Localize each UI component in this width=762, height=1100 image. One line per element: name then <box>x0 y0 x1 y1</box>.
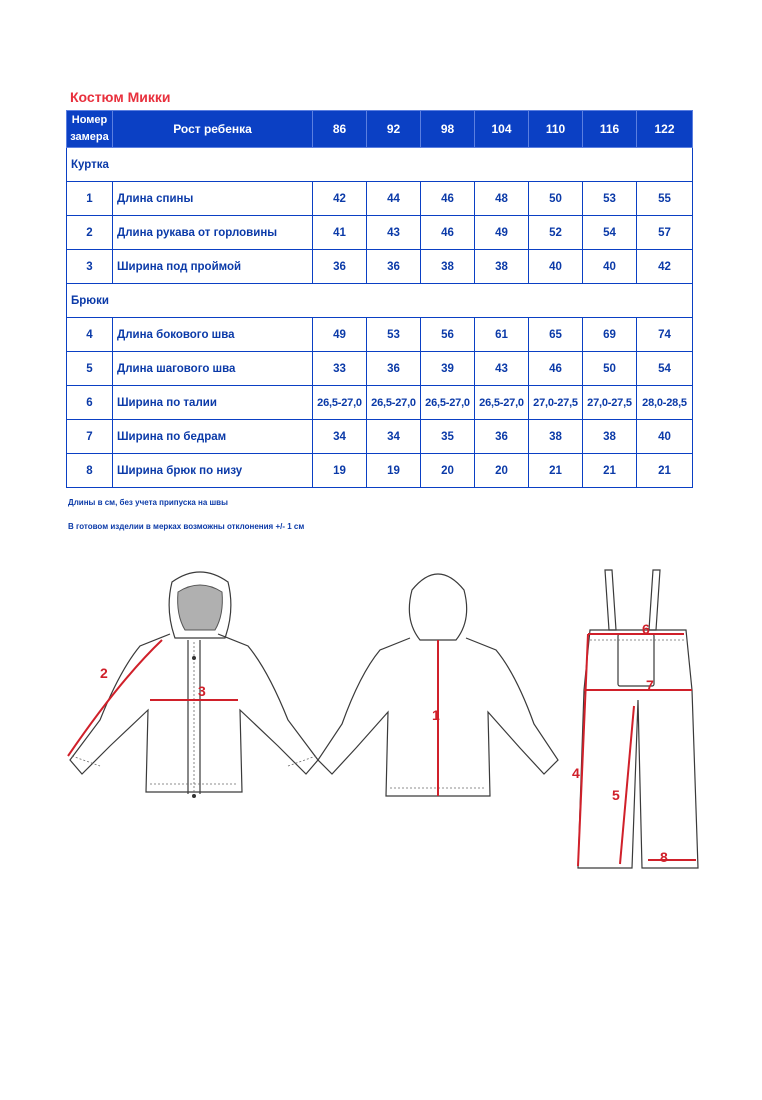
measure-value: 26,5-27,0 <box>475 386 529 420</box>
measure-value: 50 <box>583 352 637 386</box>
measure-value: 40 <box>529 250 583 284</box>
table-row <box>67 216 693 250</box>
measure-value: 46 <box>529 352 583 386</box>
measure-value: 27,0-27,5 <box>583 386 637 420</box>
section-row <box>67 148 693 182</box>
measure-value: 48 <box>475 182 529 216</box>
measure-number: 5 <box>67 352 113 386</box>
section-title: Брюки <box>67 284 693 318</box>
table-header-row <box>67 111 693 148</box>
measure-label: Длина спины <box>113 182 313 216</box>
measure-line-4 <box>578 634 588 866</box>
measure-label: Ширина брюк по низу <box>113 454 313 488</box>
table-row <box>67 250 693 284</box>
measure-value: 36 <box>313 250 367 284</box>
measure-value: 46 <box>421 216 475 250</box>
measure-value: 36 <box>475 420 529 454</box>
measure-value: 40 <box>637 420 693 454</box>
measure-label: Длина бокового шва <box>113 318 313 352</box>
size-chart-table <box>66 110 693 488</box>
measure-value: 36 <box>367 352 421 386</box>
measure-label: Длина рукава от горловины <box>113 216 313 250</box>
measure-value: 57 <box>637 216 693 250</box>
measure-value: 65 <box>529 318 583 352</box>
measure-value: 52 <box>529 216 583 250</box>
measure-number: 1 <box>67 182 113 216</box>
measure-label-3: 3 <box>198 683 206 699</box>
measure-value: 27,0-27,5 <box>529 386 583 420</box>
measure-value: 74 <box>637 318 693 352</box>
header-num-line2: замера <box>70 131 109 143</box>
measure-label: Ширина по талии <box>113 386 313 420</box>
measure-line-5 <box>620 706 634 864</box>
measure-value: 21 <box>583 454 637 488</box>
header-measure-number <box>67 111 113 148</box>
table-row <box>67 454 693 488</box>
measure-value: 61 <box>475 318 529 352</box>
measure-value: 39 <box>421 352 475 386</box>
header-size: 98 <box>421 111 475 148</box>
header-height-label: Рост ребенка <box>113 111 313 148</box>
table-body <box>67 148 693 488</box>
measure-value: 44 <box>367 182 421 216</box>
table-row <box>67 352 693 386</box>
measure-number: 7 <box>67 420 113 454</box>
measure-value: 69 <box>583 318 637 352</box>
measure-value: 41 <box>313 216 367 250</box>
measure-value: 40 <box>583 250 637 284</box>
measure-value: 20 <box>421 454 475 488</box>
page-title: Костюм Микки <box>70 89 171 105</box>
measure-label: Ширина по бедрам <box>113 420 313 454</box>
table-row <box>67 318 693 352</box>
table-row <box>67 182 693 216</box>
measure-value: 21 <box>529 454 583 488</box>
measure-number: 2 <box>67 216 113 250</box>
measure-value: 42 <box>313 182 367 216</box>
measure-value: 19 <box>367 454 421 488</box>
section-title: Куртка <box>67 148 693 182</box>
header-size: 116 <box>583 111 637 148</box>
measure-number: 8 <box>67 454 113 488</box>
measure-label-7: 7 <box>646 677 654 693</box>
table-row <box>67 420 693 454</box>
measure-value: 53 <box>583 182 637 216</box>
measure-value: 53 <box>367 318 421 352</box>
header-size: 86 <box>313 111 367 148</box>
measure-value: 49 <box>475 216 529 250</box>
measure-value: 20 <box>475 454 529 488</box>
header-size: 92 <box>367 111 421 148</box>
jacket-front-drawing <box>70 572 318 798</box>
measure-label-4: 4 <box>572 765 580 781</box>
header-num-line1: Номер <box>71 114 108 126</box>
measure-value: 38 <box>475 250 529 284</box>
measure-value: 33 <box>313 352 367 386</box>
measure-value: 46 <box>421 182 475 216</box>
measure-label-5: 5 <box>612 787 620 803</box>
measure-value: 56 <box>421 318 475 352</box>
measure-value: 26,5-27,0 <box>313 386 367 420</box>
measure-label-8: 8 <box>660 849 668 865</box>
garment-diagrams <box>60 560 710 890</box>
measure-value: 26,5-27,0 <box>421 386 475 420</box>
header-size: 110 <box>529 111 583 148</box>
measure-value: 19 <box>313 454 367 488</box>
note-tolerance: В готовом изделии в мерках возможны отклонения +/- 1 см <box>68 522 305 531</box>
measure-value: 26,5-27,0 <box>367 386 421 420</box>
header-size: 122 <box>637 111 693 148</box>
measure-value: 43 <box>367 216 421 250</box>
measure-value: 34 <box>367 420 421 454</box>
measure-value: 34 <box>313 420 367 454</box>
note-units: Длины в см, без учета припуска на швы <box>68 498 228 507</box>
measure-label: Длина шагового шва <box>113 352 313 386</box>
measure-value: 50 <box>529 182 583 216</box>
measure-value: 42 <box>637 250 693 284</box>
measure-value: 38 <box>529 420 583 454</box>
measure-label: Ширина под проймой <box>113 250 313 284</box>
measure-value: 54 <box>583 216 637 250</box>
measure-label-1: 1 <box>432 707 440 723</box>
measure-value: 54 <box>637 352 693 386</box>
measure-label-2: 2 <box>100 665 108 681</box>
measure-label-6: 6 <box>642 621 650 637</box>
measure-number: 6 <box>67 386 113 420</box>
measure-number: 3 <box>67 250 113 284</box>
trousers-drawing <box>578 570 698 868</box>
measure-value: 43 <box>475 352 529 386</box>
measure-value: 35 <box>421 420 475 454</box>
table-row <box>67 386 693 420</box>
measure-value: 28,0-28,5 <box>637 386 693 420</box>
measure-value: 49 <box>313 318 367 352</box>
measure-number: 4 <box>67 318 113 352</box>
measure-value: 36 <box>367 250 421 284</box>
measurement-lines <box>68 634 696 866</box>
header-size: 104 <box>475 111 529 148</box>
measure-value: 21 <box>637 454 693 488</box>
measure-value: 38 <box>583 420 637 454</box>
measure-value: 38 <box>421 250 475 284</box>
section-row <box>67 284 693 318</box>
measure-value: 55 <box>637 182 693 216</box>
